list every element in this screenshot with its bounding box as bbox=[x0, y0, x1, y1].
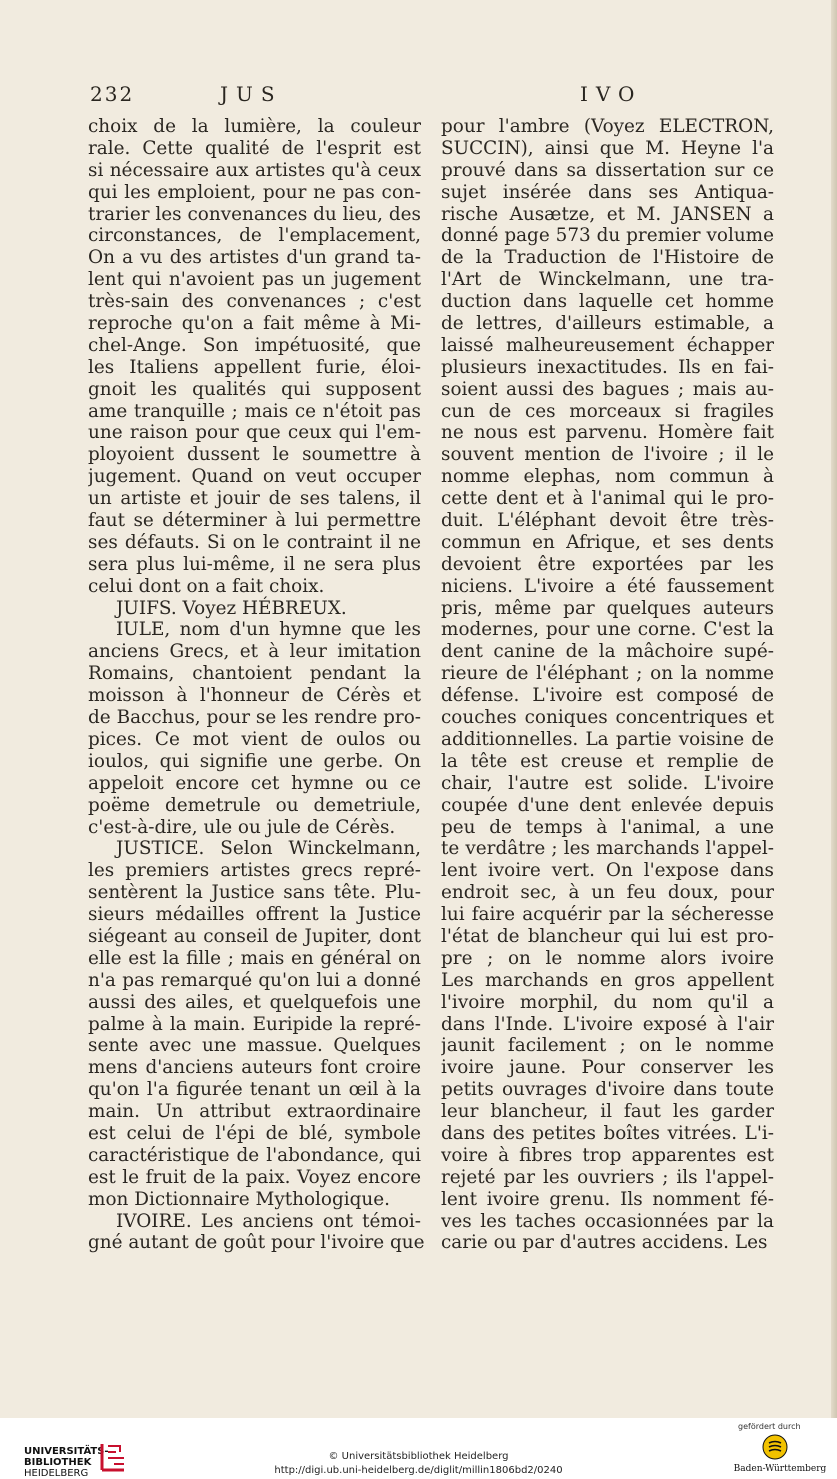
text-line: moisson à l'honneur de Cérès et bbox=[88, 685, 421, 707]
text-line: pris, même par quelques auteurs bbox=[441, 597, 774, 619]
text-line: ame tranquille ; mais ce n'étoit pas bbox=[88, 400, 421, 422]
text-line: pices. Ce mot vient de oulos ou bbox=[88, 728, 421, 750]
text-line: la tête est creuse et remplie de bbox=[441, 750, 774, 772]
text-line: reproche qu'on a fait même à Mi- bbox=[88, 313, 421, 335]
text-line: lent ivoire grenu. Ils nomment fé- bbox=[441, 1188, 774, 1210]
text-line: si nécessaire aux artistes qu'à ceux bbox=[88, 159, 421, 181]
text-line: ployoient dussent le soumettre à bbox=[88, 444, 421, 466]
text-line: aussi des ailes, et quelquefois une bbox=[88, 991, 421, 1013]
text-line: poëme demetrule ou demetriule, bbox=[88, 794, 421, 816]
text-line: SUCCIN), ainsi que M. Heyne l'a bbox=[441, 137, 774, 159]
text-line: petits ouvrages d'ivoire dans toute bbox=[441, 1079, 774, 1101]
text-line: chel-Ange. Son impétuosité, que bbox=[88, 334, 421, 356]
text-line: JUSTICE. Selon Winckelmann, bbox=[116, 838, 421, 860]
text-line: anciens Grecs, et à leur imitation bbox=[88, 641, 421, 663]
text-line: jugement. Quand on veut occuper bbox=[88, 466, 421, 488]
text-line: ioulos, qui signifie une gerbe. On bbox=[88, 750, 421, 772]
text-line: Romains, chantoient pendant la bbox=[88, 663, 421, 685]
text-line: n'a pas remarqué qu'on lui a donné bbox=[88, 969, 421, 991]
text-line: donné page 573 du premier volume bbox=[441, 225, 774, 247]
text-line: gné autant de goût pour l'ivoire que bbox=[88, 1232, 425, 1254]
text-line: de Bacchus, pour se les rendre pro- bbox=[88, 707, 421, 729]
text-line: de lettres, d'ailleurs estimable, a bbox=[441, 313, 774, 335]
text-line: mon Dictionnaire Mythologique. bbox=[88, 1188, 391, 1210]
text-line: gnoit les qualités qui supposent bbox=[88, 378, 421, 400]
text-line: ivoire jaune. Pour conserver les bbox=[441, 1057, 774, 1079]
text-line: laissé malheureusement échapper bbox=[441, 334, 774, 356]
text-line: souvent mention de l'ivoire ; il le bbox=[441, 444, 774, 466]
text-line: JUIFS. Voyez HÉBREUX. bbox=[116, 597, 347, 619]
text-line: très-sain des convenances ; c'est bbox=[88, 291, 421, 313]
text-line: additionnelles. La partie voisine de bbox=[441, 728, 774, 750]
text-line: peu de temps à l'animal, a une bbox=[441, 816, 774, 838]
text-line: choix de la lumière, la couleur bbox=[88, 116, 421, 137]
library-name-line1: UNIVERSITÄTS- bbox=[24, 1446, 109, 1457]
text-line: l'ivoire morphil, du nom qu'il a bbox=[441, 991, 774, 1013]
text-line: sujet insérée dans ses Antiqua- bbox=[441, 181, 774, 203]
text-line: qu'on l'a figurée tenant un œil à la bbox=[88, 1079, 421, 1101]
text-line: devoient être exportées par les bbox=[441, 553, 774, 575]
text-line: faut se déterminer à lui permettre bbox=[88, 510, 421, 532]
text-line: main. Un attribut extraordinaire bbox=[88, 1101, 421, 1123]
text-line: modernes, pour une corne. C'est la bbox=[441, 619, 774, 641]
text-line: voire à fibres trop apparentes est bbox=[441, 1144, 774, 1166]
permalink[interactable]: http://digi.ub.uni-heidelberg.de/diglit/millin1806bd2/0240 bbox=[274, 1465, 563, 1476]
page-edge-shadow bbox=[831, 0, 837, 1418]
text-line: nomme elephas, nom commun à bbox=[441, 466, 774, 488]
text-line: une raison pour que ceux qui l'em- bbox=[88, 422, 421, 444]
text-line: duit. L'éléphant devoit être très- bbox=[441, 510, 774, 532]
text-line: lent qui n'avoient pas un jugement bbox=[88, 269, 421, 291]
text-line: niciens. L'ivoire a été faussement bbox=[441, 575, 774, 597]
text-line: ves les taches occasionnées par la bbox=[441, 1210, 774, 1232]
text-line: pour l'ambre (Voyez ELECTRON, bbox=[441, 116, 774, 137]
text-line: l'Art de Winckelmann, une tra- bbox=[441, 269, 774, 291]
text-line: siégeant au conseil de Jupiter, dont bbox=[88, 925, 421, 947]
text-line: palme à la main. Euripide la repré- bbox=[88, 1013, 421, 1035]
text-line: elle est la fille ; mais en général on bbox=[88, 947, 421, 969]
text-line: circonstances, de l'emplacement, bbox=[88, 225, 421, 247]
text-line: duction dans laquelle cet homme bbox=[441, 291, 774, 313]
text-line: celui dont on a fait choix. bbox=[88, 575, 325, 597]
text-line: carie ou par d'autres accidens. Les bbox=[441, 1232, 768, 1254]
text-line: te verdâtre ; les marchands l'appel- bbox=[441, 838, 774, 860]
library-name-line2: BIBLIOTHEK bbox=[24, 1457, 92, 1468]
text-line: sentèrent la Justice sans tête. Plu- bbox=[88, 882, 421, 904]
text-line: caractéristique de l'abondance, qui bbox=[88, 1144, 421, 1166]
text-line: rejeté par les ouvriers ; ils l'appel- bbox=[441, 1166, 774, 1188]
text-line: chair, l'autre est solide. L'ivoire bbox=[441, 772, 774, 794]
text-line: On a vu des artistes d'un grand ta- bbox=[88, 247, 421, 269]
text-line: trarier les convenances du lieu, des bbox=[88, 203, 421, 225]
text-line: soient aussi des bagues ; mais au- bbox=[441, 378, 774, 400]
text-line: de la Traduction de l'Histoire de bbox=[441, 247, 774, 269]
text-line: sieurs médailles offrent la Justice bbox=[88, 904, 421, 926]
running-head-left: JUS bbox=[220, 82, 283, 106]
funder-block bbox=[730, 1420, 830, 1478]
library-name-line3: HEIDELBERG bbox=[24, 1468, 89, 1479]
text-line: les premiers artistes grecs repré- bbox=[88, 860, 421, 882]
text-line: dans l'Inde. L'ivoire exposé à l'air bbox=[441, 1013, 774, 1035]
text-line: les Italiens appellent furie, éloi- bbox=[88, 356, 421, 378]
text-line: rische Ausætze, et M. JANSEN a bbox=[441, 203, 774, 225]
text-line: est le fruit de la paix. Voyez encore bbox=[88, 1166, 421, 1188]
page-number: 232 bbox=[90, 82, 135, 106]
library-logo[interactable] bbox=[12, 1430, 122, 1479]
text-line: dent canine de la mâchoire supé- bbox=[441, 641, 774, 663]
text-line: appeloit encore cet hymne ou ce bbox=[88, 772, 421, 794]
running-head bbox=[86, 82, 776, 112]
text-line: IVOIRE. Les anciens ont témoi- bbox=[116, 1210, 421, 1232]
text-line: lent ivoire vert. On l'expose dans bbox=[441, 860, 774, 882]
running-head-right: IVO bbox=[580, 82, 643, 106]
text-line: IULE, nom d'un hymne que les bbox=[116, 619, 421, 641]
text-line: Les marchands en gros appellent bbox=[441, 969, 774, 991]
text-line: coupée d'une dent enlevée depuis bbox=[441, 794, 774, 816]
text-line: qui les emploient, pour ne pas con- bbox=[88, 181, 421, 203]
text-line: mens d'anciens auteurs font croire bbox=[88, 1057, 421, 1079]
text-line: sente avec une massue. Quelques bbox=[88, 1035, 421, 1057]
text-line: commun en Afrique, et ses dents bbox=[441, 531, 774, 553]
text-line: l'état de blancheur qui lui est pro- bbox=[441, 925, 774, 947]
text-line: jaunit facilement ; on le nomme bbox=[441, 1035, 774, 1057]
text-line: leur blancheur, il faut les garder bbox=[441, 1101, 774, 1123]
text-line: sera plus lui-même, il ne sera plus bbox=[88, 553, 421, 575]
text-line: défense. L'ivoire est composé de bbox=[441, 685, 774, 707]
text-line: ses défauts. Si on le contraint il ne bbox=[88, 531, 421, 553]
text-line: c'est-à-dire, ule ou jule de Cérès. bbox=[88, 816, 396, 838]
text-line: lui faire acquérir par la sécheresse bbox=[441, 904, 774, 926]
text-line: dans des petites boîtes vitrées. L'i- bbox=[441, 1122, 774, 1144]
text-line: plusieurs inexactitudes. Ils en fai- bbox=[441, 356, 774, 378]
text-line: prouvé dans sa dissertation sur ce bbox=[441, 159, 774, 181]
funder-label: gefördert durch bbox=[738, 1422, 801, 1431]
left-text-column bbox=[88, 116, 425, 1254]
text-line: rieure de l'éléphant ; on la nomme bbox=[441, 663, 774, 685]
text-line: pre ; on le nomme alors ivoire bbox=[441, 947, 774, 969]
baden-wuerttemberg-seal-icon bbox=[762, 1434, 788, 1460]
text-line: couches coniques concentriques et bbox=[441, 707, 774, 729]
copyright-notice: © Universitätsbibliothek Heidelberg bbox=[328, 1451, 509, 1462]
right-text-column bbox=[441, 116, 774, 1254]
text-line: rale. Cette qualité de l'esprit est bbox=[88, 137, 421, 159]
text-line: est celui de l'épi de blé, symbole bbox=[88, 1122, 421, 1144]
text-line: un artiste et jouir de ses talens, il bbox=[88, 488, 421, 510]
text-line: ne nous est parvenu. Homère fait bbox=[441, 422, 774, 444]
funder-name: Baden-Württemberg bbox=[733, 1464, 827, 1474]
text-line: cette dent et à l'animal qui le pro- bbox=[441, 488, 774, 510]
text-line: cun de ces morceaux si fragiles bbox=[441, 400, 774, 422]
text-line: endroit sec, à un feu doux, pour bbox=[441, 882, 774, 904]
